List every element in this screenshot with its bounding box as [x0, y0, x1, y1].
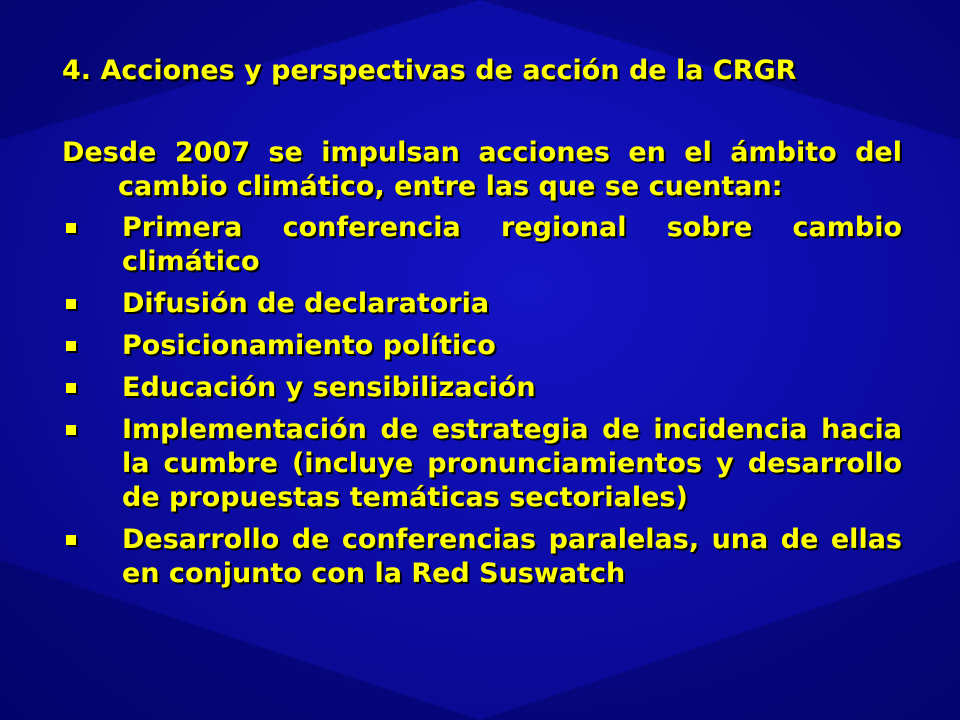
intro-paragraph: Desde 2007 se impulsan acciones en el ámbito del cambio climático, entre las que se cuentan: [62, 137, 902, 202]
list-item-label: Desarrollo de conferencias paralelas, una de ellas en conjunto con la Red Suswatch [122, 524, 902, 589]
list-item [62, 211, 902, 279]
list-item [62, 413, 902, 515]
square-bullet-icon [66, 535, 76, 545]
square-bullet-icon [66, 425, 76, 435]
list-item-label: Primera conferencia regional sobre cambio climático [122, 212, 902, 277]
list-item [62, 287, 902, 321]
list-item-label: Posicionamiento político [122, 330, 496, 361]
square-bullet-icon [66, 223, 76, 233]
square-bullet-icon [66, 341, 76, 351]
slide-content [62, 54, 902, 599]
actions-list [62, 211, 902, 591]
square-bullet-icon [66, 299, 76, 309]
list-item [62, 371, 902, 405]
list-item-label: Difusión de declaratoria [122, 288, 490, 319]
list-item [62, 523, 902, 591]
list-item-label: Implementación de estrategia de incidencia hacia la cumbre (incluye pronunciamientos y desarrollo de propuestas temáticas sectoriales) [122, 414, 902, 513]
list-item [62, 329, 902, 363]
list-item-label: Educación y sensibilización [122, 372, 536, 403]
slide-title: 4. Acciones y perspectivas de acción de la CRGR [62, 55, 797, 86]
square-bullet-icon [66, 383, 76, 393]
